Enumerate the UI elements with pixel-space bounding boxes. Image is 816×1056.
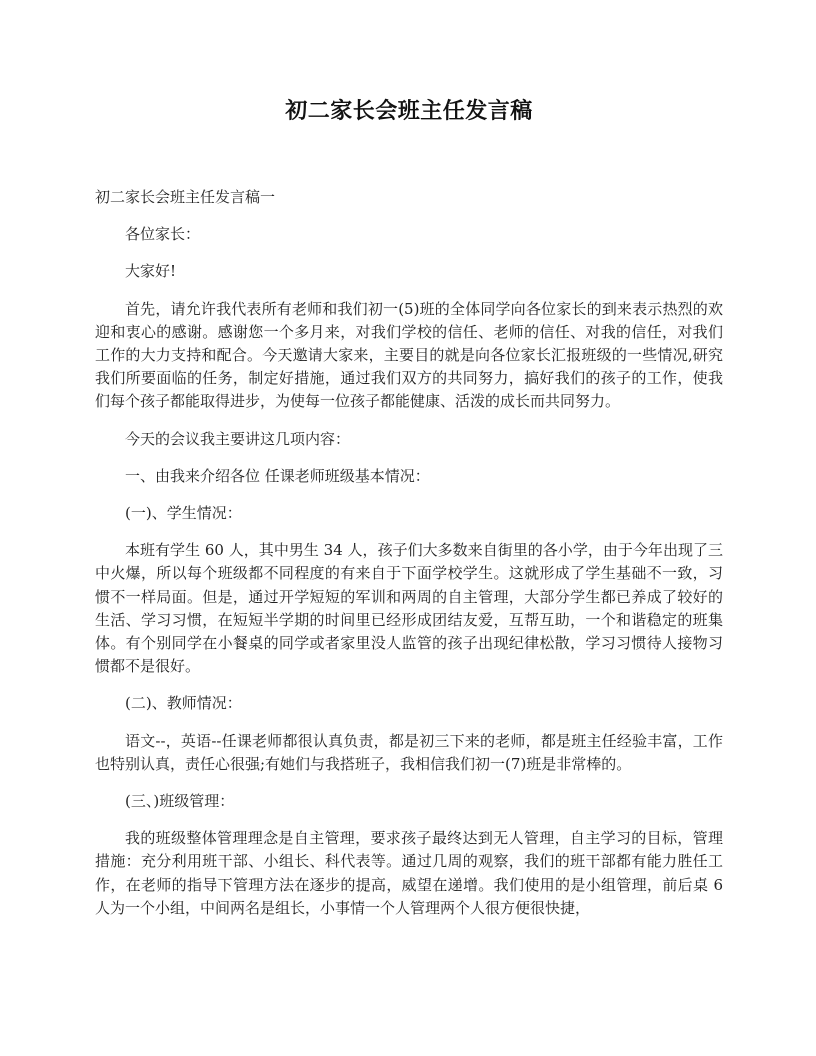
document-content	[95, 0, 723, 920]
heading-subsection-management: (三、)班级管理：	[125, 792, 235, 811]
paragraph-greeting: 大家好!	[125, 262, 177, 281]
paragraph-teachers: 语文--，英语--任课老师都很认真负责，都是初三下来的老师，都是班主任经验丰富，工作也特别认真，责任心很强;有她们与我搭班子，我相信我们初一(7)班是非常棒的。	[95, 731, 723, 773]
paragraph-opening: 首先，请允许我代表所有老师和我们初一(5)班的全体同学向各位家长的到来表示热烈的欢迎和衷心的感谢。感谢您一个多月来，对我们学校的信任、老师的信任、对我的信任，对我们工作的大力支持和配合。今天邀请大家来，主要目的就是向各位家长汇报班级的一些情况,研究我们所要面临的任务，制定好措施，通过我们双方的共同努力，搞好我们的孩子的工作，使我们每个孩子都能取得进步，为使每一位孩子都能健康、活泼的成长而共同努力。	[95, 299, 723, 411]
paragraph-agenda-lead: 今天的会议我主要讲这几项内容：	[125, 429, 351, 448]
page-title: 初二家长会班主任发言稿	[285, 98, 533, 124]
paragraph-salutation: 各位家长：	[125, 225, 201, 244]
heading-subsection-teachers: (二)、教师情况：	[125, 694, 242, 713]
heading-subsection-students: (一)、学生情况：	[125, 504, 242, 523]
document-heading: 初二家长会班主任发言稿一	[95, 188, 276, 206]
heading-section-one: 一、由我来介绍各位 任课老师班级基本情况：	[125, 466, 430, 485]
paragraph-management: 我的班级整体管理理念是自主管理，要求孩子最终达到无人管理，自主学习的目标，管理措施：充分利用班干部、小组长、科代表等。通过几周的观察，我们的班干部都有能力胜任工作，在老师的指导下管理方法在逐步的提高，威望在递增。我们使用的是小组管理，前后桌 6 人为一个小组，中间两名是组长，小事情一个人管理两个人很方便很快捷，	[95, 829, 723, 917]
paragraph-students: 本班有学生 60 人，其中男生 34 人，孩子们大多数来自街里的各小学，由于今年出现了三中火爆，所以每个班级都不同程度的有来自于下面学校学生。这就形成了学生基础不一致，习惯不一样局面。但是，通过开学短短的军训和两周的自主管理，大部分学生都已养成了较好的生活、学习习惯，在短短半学期的时间里已经形成团结友爱，互帮互助，一个和谐稳定的班集体。有个别同学在小餐桌的同学或者家里没人监管的孩子出现纪律松散，学习习惯待人接物习惯都不是很好。	[95, 541, 723, 676]
